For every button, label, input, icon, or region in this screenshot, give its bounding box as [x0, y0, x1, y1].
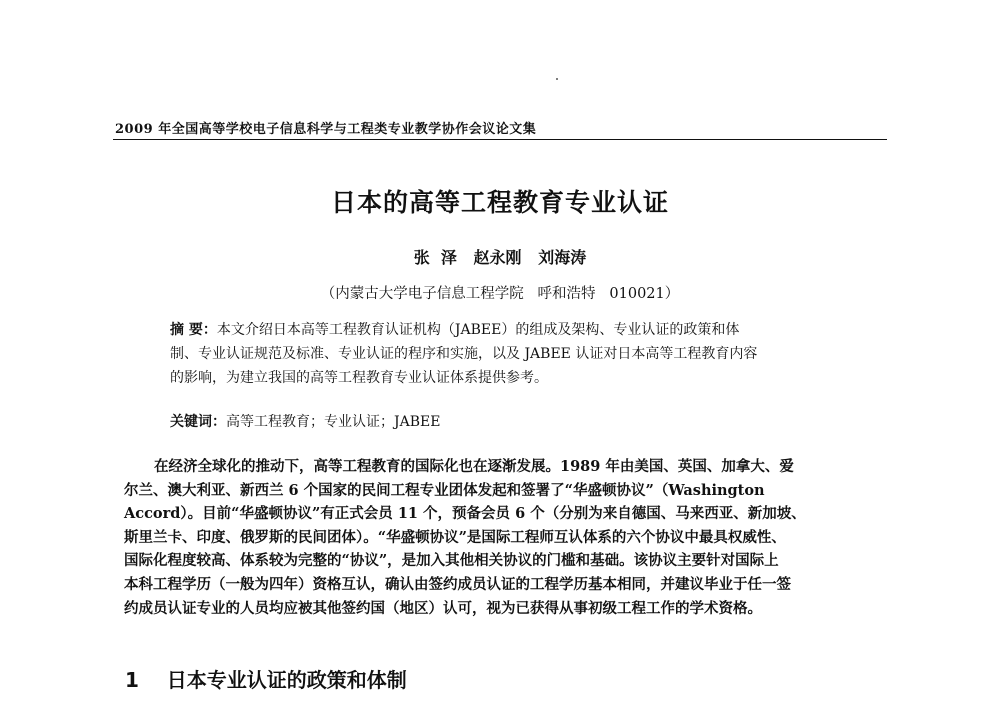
body-paragraph [124, 455, 880, 620]
author-list: 张 泽 赵永刚 刘海涛 [413, 248, 587, 267]
scan-speck [556, 78, 558, 80]
body-line: 斯里兰卡、印度、俄罗斯的民间团体）。“华盛顿协议”是国际工程师互认体系的六个协议中最具权威性、 [124, 528, 786, 546]
keywords [170, 411, 440, 431]
keywords-text: 高等工程教育；专业认证；JABEE [226, 414, 441, 430]
section-heading [125, 664, 407, 693]
body-line: 本科工程学历（一般为四年）资格互认，确认由签约成员认证的工程学历基本相同，并建议毕业于任一签 [124, 575, 791, 593]
paper-title: 日本的高等工程教育专业认证 [330, 188, 669, 217]
body-line: 尔兰、澳大利亚、新西兰 6 个国家的民间工程专业团体发起和签署了“华盛顿协议”（Washington [124, 481, 765, 499]
body-line: 约成员认证专业的人员均应被其他签约国（地区）认可，视为已获得从事初级工程工作的学术资格。 [124, 599, 762, 617]
abstract-line: 的影响，为建立我国的高等工程教育专业认证体系提供参考。 [170, 370, 548, 386]
keywords-label: 关键词： [170, 414, 226, 430]
abstract [170, 318, 860, 390]
abstract-label: 摘 要： [170, 322, 217, 338]
body-line: 在经济全球化的推动下，高等工程教育的国际化也在逐渐发展。1989 年由美国、英国、加拿大、爱 [154, 458, 794, 475]
abstract-text: 本文介绍日本高等工程教育认证机构（JABEE）的组成及架构、专业认证的政策和体 [216, 322, 740, 338]
body-line: 国际化程度较高、体系较为完整的“协议”，是加入其他相关协议的门槛和基础。该协议主要针对国际上 [124, 552, 779, 570]
running-header: 2009 年全国高等学校电子信息科学与工程类专业教学协作会议论文集 [115, 122, 537, 137]
abstract-line [170, 318, 860, 342]
abstract-line: 制、专业认证规范及标准、专业认证的程序和实施，以及 JABEE 认证对日本高等工程教育内容 [170, 346, 758, 362]
section-number: 1 [125, 668, 139, 692]
header-rule [113, 139, 887, 140]
section-title: 日本专业认证的政策和体制 [166, 668, 407, 692]
body-line: Accord）。目前“华盛顿协议”有正式会员 11 个，预备会员 6 个（分别为来自德国、马来西亚、新加坡、 [124, 505, 806, 523]
affiliation: （内蒙古大学电子信息工程学院 呼和浩特 010021） [320, 286, 680, 302]
